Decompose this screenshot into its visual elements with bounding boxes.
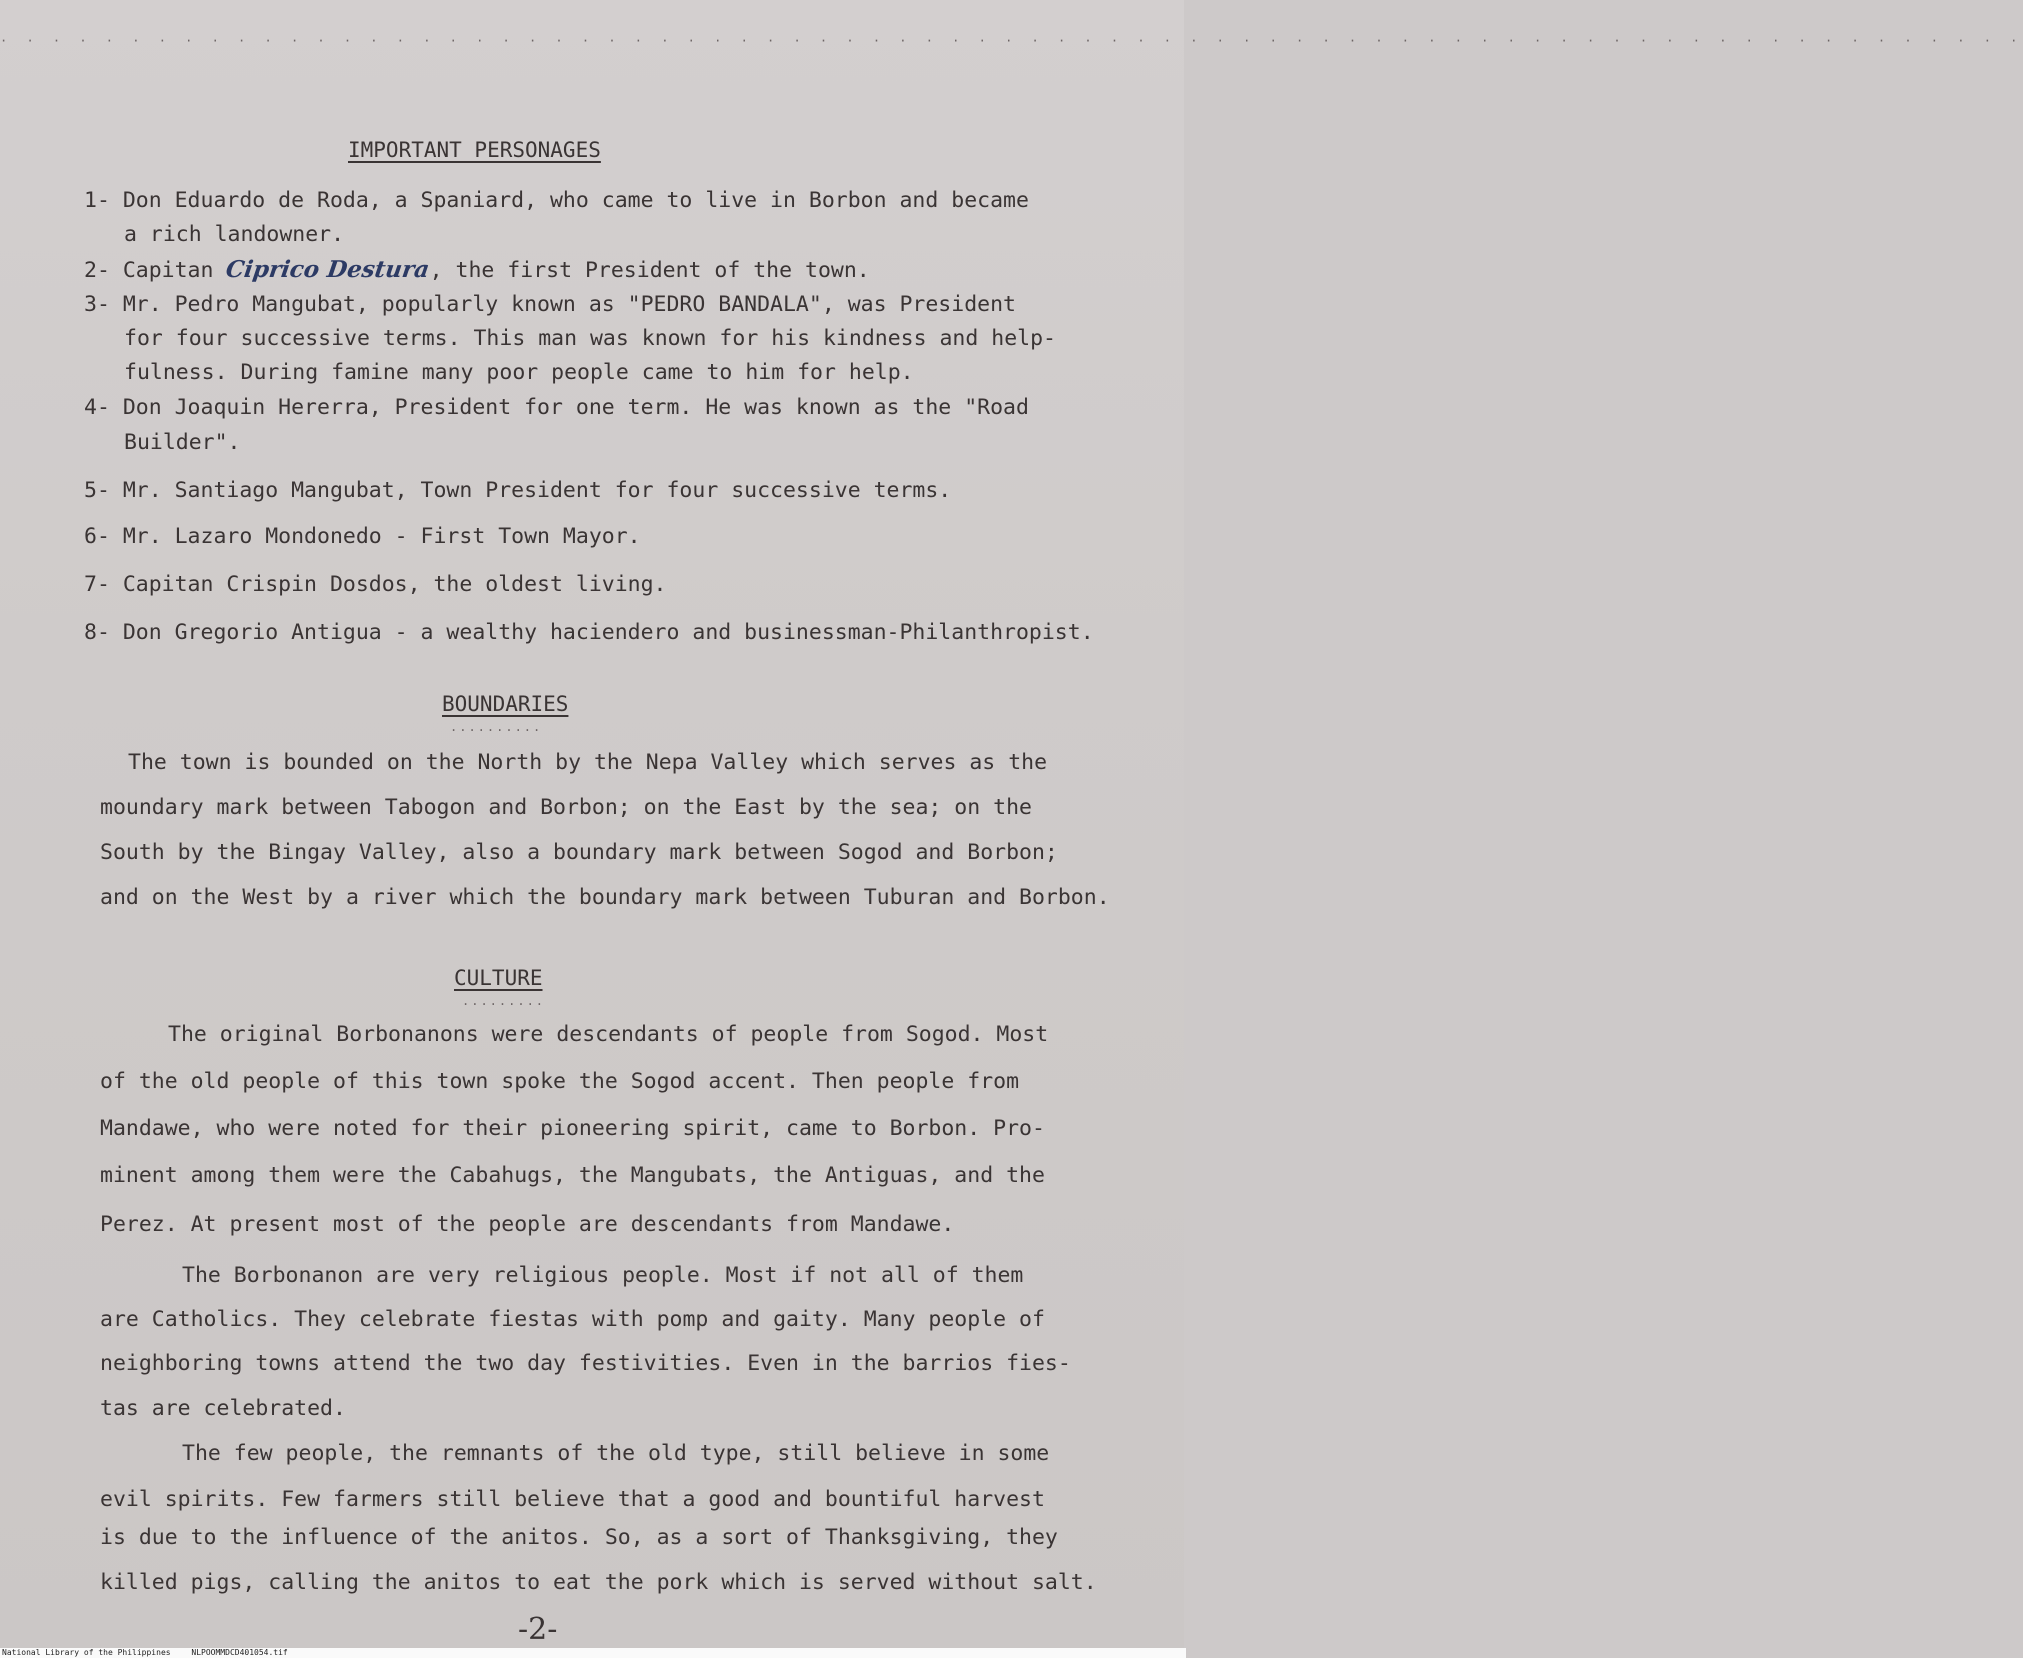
- personage-line-2: [84, 258, 870, 282]
- culture-line: are Catholics. They celebrate fiestas with pomp and gaity. Many people of: [100, 1307, 1045, 1332]
- culture-line: neighboring towns attend the two day festivities. Even in the barrios fies-: [100, 1351, 1071, 1376]
- perforation-edge: · · · · · · · · · · · · · · · · · · · · · · · · · · · · · · · · · · · · · · · · · · · · · · · · · · · · · · · · · · · · · · · · · · · · · · · · · · · · ·: [0, 34, 2023, 48]
- personage-line: 3- Mr. Pedro Mangubat, popularly known as "PEDRO BANDALA", was President: [84, 292, 1016, 317]
- culture-line: is due to the influence of the anitos. So, as a sort of Thanksgiving, they: [100, 1525, 1058, 1550]
- personage-line: 8- Don Gregorio Antigua - a wealthy haciendero and businessman-Philanthropist.: [84, 620, 1094, 645]
- personage-line: 4- Don Joaquin Hererra, President for one term. He was known as the "Road: [84, 395, 1029, 420]
- handwritten-name: Ciprico Destura: [224, 256, 432, 283]
- personage-line: Builder".: [124, 430, 241, 455]
- footer-institution: National Library of the Philippines: [2, 1648, 171, 1657]
- culture-line: of the old people of this town spoke the Sogod accent. Then people from: [100, 1069, 1020, 1094]
- culture-line: evil spirits. Few farmers still believe that a good and bountiful harvest: [100, 1487, 1045, 1512]
- footer-filename: NLPOOMMDCD401054.tif: [191, 1648, 288, 1657]
- heading-dots: .........: [462, 994, 546, 1008]
- culture-line: Perez. At present most of the people are descendants from Mandawe.: [100, 1212, 955, 1237]
- culture-line: tas are celebrated.: [100, 1396, 346, 1421]
- personage-line: 1- Don Eduardo de Roda, a Spaniard, who came to live in Borbon and became: [84, 188, 1029, 213]
- culture-line: Mandawe, who were noted for their pioneering spirit, came to Borbon. Pro-: [100, 1116, 1045, 1141]
- personages-heading: IMPORTANT PERSONAGES: [348, 138, 601, 162]
- personage-text: 2- Capitan: [84, 258, 214, 283]
- personage-line: for four successive terms. This man was known for his kindness and help-: [124, 326, 1056, 351]
- page-number: -2-: [518, 1612, 558, 1647]
- boundaries-line: moundary mark between Tabogon and Borbon; on the East by the sea; on the: [100, 795, 1032, 820]
- culture-line: The Borbonanon are very religious people. Most if not all of them: [182, 1263, 1024, 1288]
- culture-line: The few people, the remnants of the old type, still believe in some: [182, 1441, 1050, 1466]
- heading-dots: ..........: [450, 720, 543, 734]
- personage-text: , the first President of the town.: [429, 258, 870, 283]
- culture-line: minent among them were the Cabahugs, the Mangubats, the Antiguas, and the: [100, 1163, 1045, 1188]
- personage-line: a rich landowner.: [124, 222, 345, 247]
- boundaries-line: South by the Bingay Valley, also a boundary mark between Sogod and Borbon;: [100, 840, 1058, 865]
- boundaries-line: and on the West by a river which the boundary mark between Tuburan and Borbon.: [100, 885, 1110, 910]
- scan-footer: [0, 1648, 1186, 1658]
- personage-line: 5- Mr. Santiago Mangubat, Town President for four successive terms.: [84, 478, 952, 503]
- personage-line: fulness. During famine many poor people came to him for help.: [124, 360, 914, 385]
- boundaries-line: The town is bounded on the North by the Nepa Valley which serves as the: [128, 750, 1048, 775]
- culture-line: The original Borbonanons were descendants of people from Sogod. Most: [168, 1022, 1049, 1047]
- culture-line: killed pigs, calling the anitos to eat the pork which is served without salt.: [100, 1570, 1097, 1595]
- personage-line: 7- Capitan Crispin Dosdos, the oldest living.: [84, 572, 667, 597]
- boundaries-heading: BOUNDARIES: [442, 692, 569, 716]
- personage-line: 6- Mr. Lazaro Mondonedo - First Town Mayor.: [84, 524, 641, 549]
- culture-heading: CULTURE: [454, 966, 543, 990]
